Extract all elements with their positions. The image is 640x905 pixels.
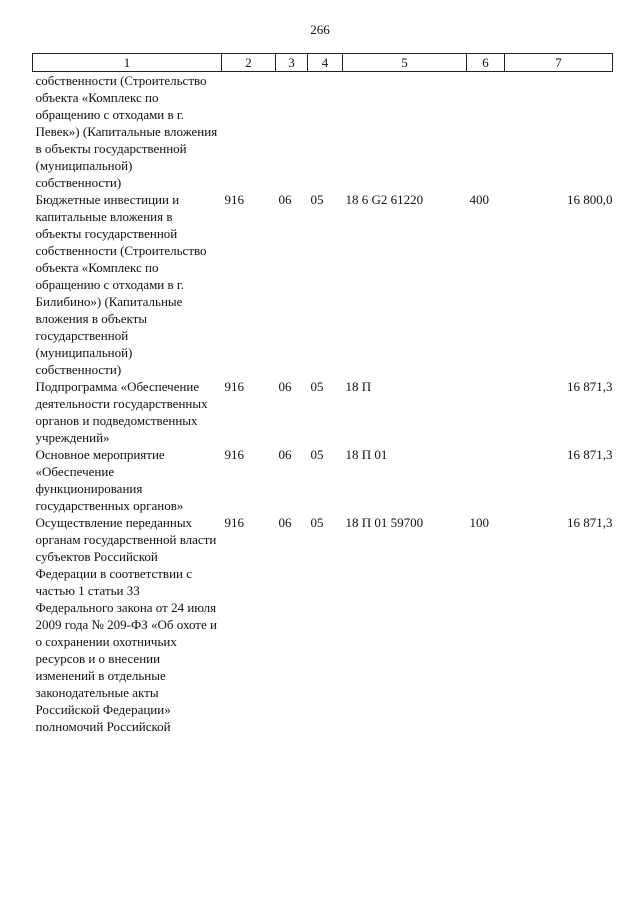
row-amount: 16 871,3 [567,515,613,530]
table-row [33,446,613,514]
row-target: 18 6 G2 61220 [345,192,424,207]
header-col-7: 7 [505,54,613,72]
header-row [33,54,613,72]
row-type [467,72,505,192]
row-name: Бюджетные инвестиции и капитальные вложения в объекты государственной собственности (Строительство объекта «Комплекс по обращению с отходами в г. Билибино») (Капитальные вложения в объекты государственной (муниципальной) собственности) [35,192,207,377]
header-col-3: 3 [276,54,308,72]
table-row [33,514,613,735]
row-ministry: 916 [224,447,244,462]
row-ministry: 916 [224,192,244,207]
row-type: 100 [469,515,489,530]
row-name: собственности (Строительство объекта «Комплекс по обращению с отходами в г. Певек») (Капитальные вложения в объекты государственной (муниципальной) собственности) [35,73,218,190]
budget-table [32,53,613,735]
row-amount: 16 800,0 [567,192,613,207]
row-amount: 16 871,3 [567,447,613,462]
row-subsection: 05 [310,447,324,462]
row-subsection [308,72,343,192]
header-col-1: 1 [33,54,222,72]
row-name: Подпрограмма «Обеспечение деятельности государственных органов и подведомственных учреждений» [35,379,208,445]
row-subsection: 05 [310,192,324,207]
row-ministry: 916 [224,515,244,530]
row-section [276,72,308,192]
row-target: 18 П 01 [345,447,388,462]
table-row [33,378,613,446]
table-row [33,191,613,378]
header-col-5: 5 [343,54,467,72]
row-ministry [222,72,276,192]
row-subsection: 05 [310,379,324,394]
row-name: Основное мероприятие «Обеспечение функционирования государственных органов» [35,447,184,513]
row-section: 06 [278,192,292,207]
row-section: 06 [278,447,292,462]
header-col-2: 2 [222,54,276,72]
row-target: 18 П 01 59700 [345,515,424,530]
row-ministry: 916 [224,379,244,394]
row-target: 18 П [345,379,372,394]
table-row [33,72,613,192]
header-col-6: 6 [467,54,505,72]
row-section: 06 [278,379,292,394]
row-name: Осуществление переданных органам государственной власти субъектов Российской Федерации в соответствии с частью 1 статьи 33 Федерального закона от 24 июля 2009 года № 209-ФЗ «Об охоте и о сохранении охотничьих ресурсов и о внесении изменений в отдельные законодательные акты Российской Федерации» полномочий Российской [35,515,217,734]
header-col-4: 4 [308,54,343,72]
row-amount [505,72,613,192]
row-amount: 16 871,3 [567,379,613,394]
row-type [467,378,505,446]
row-type [467,446,505,514]
row-section: 06 [278,515,292,530]
row-type: 400 [469,192,489,207]
page-number: 266 [310,22,330,37]
row-target [343,72,467,192]
row-subsection: 05 [310,515,324,530]
